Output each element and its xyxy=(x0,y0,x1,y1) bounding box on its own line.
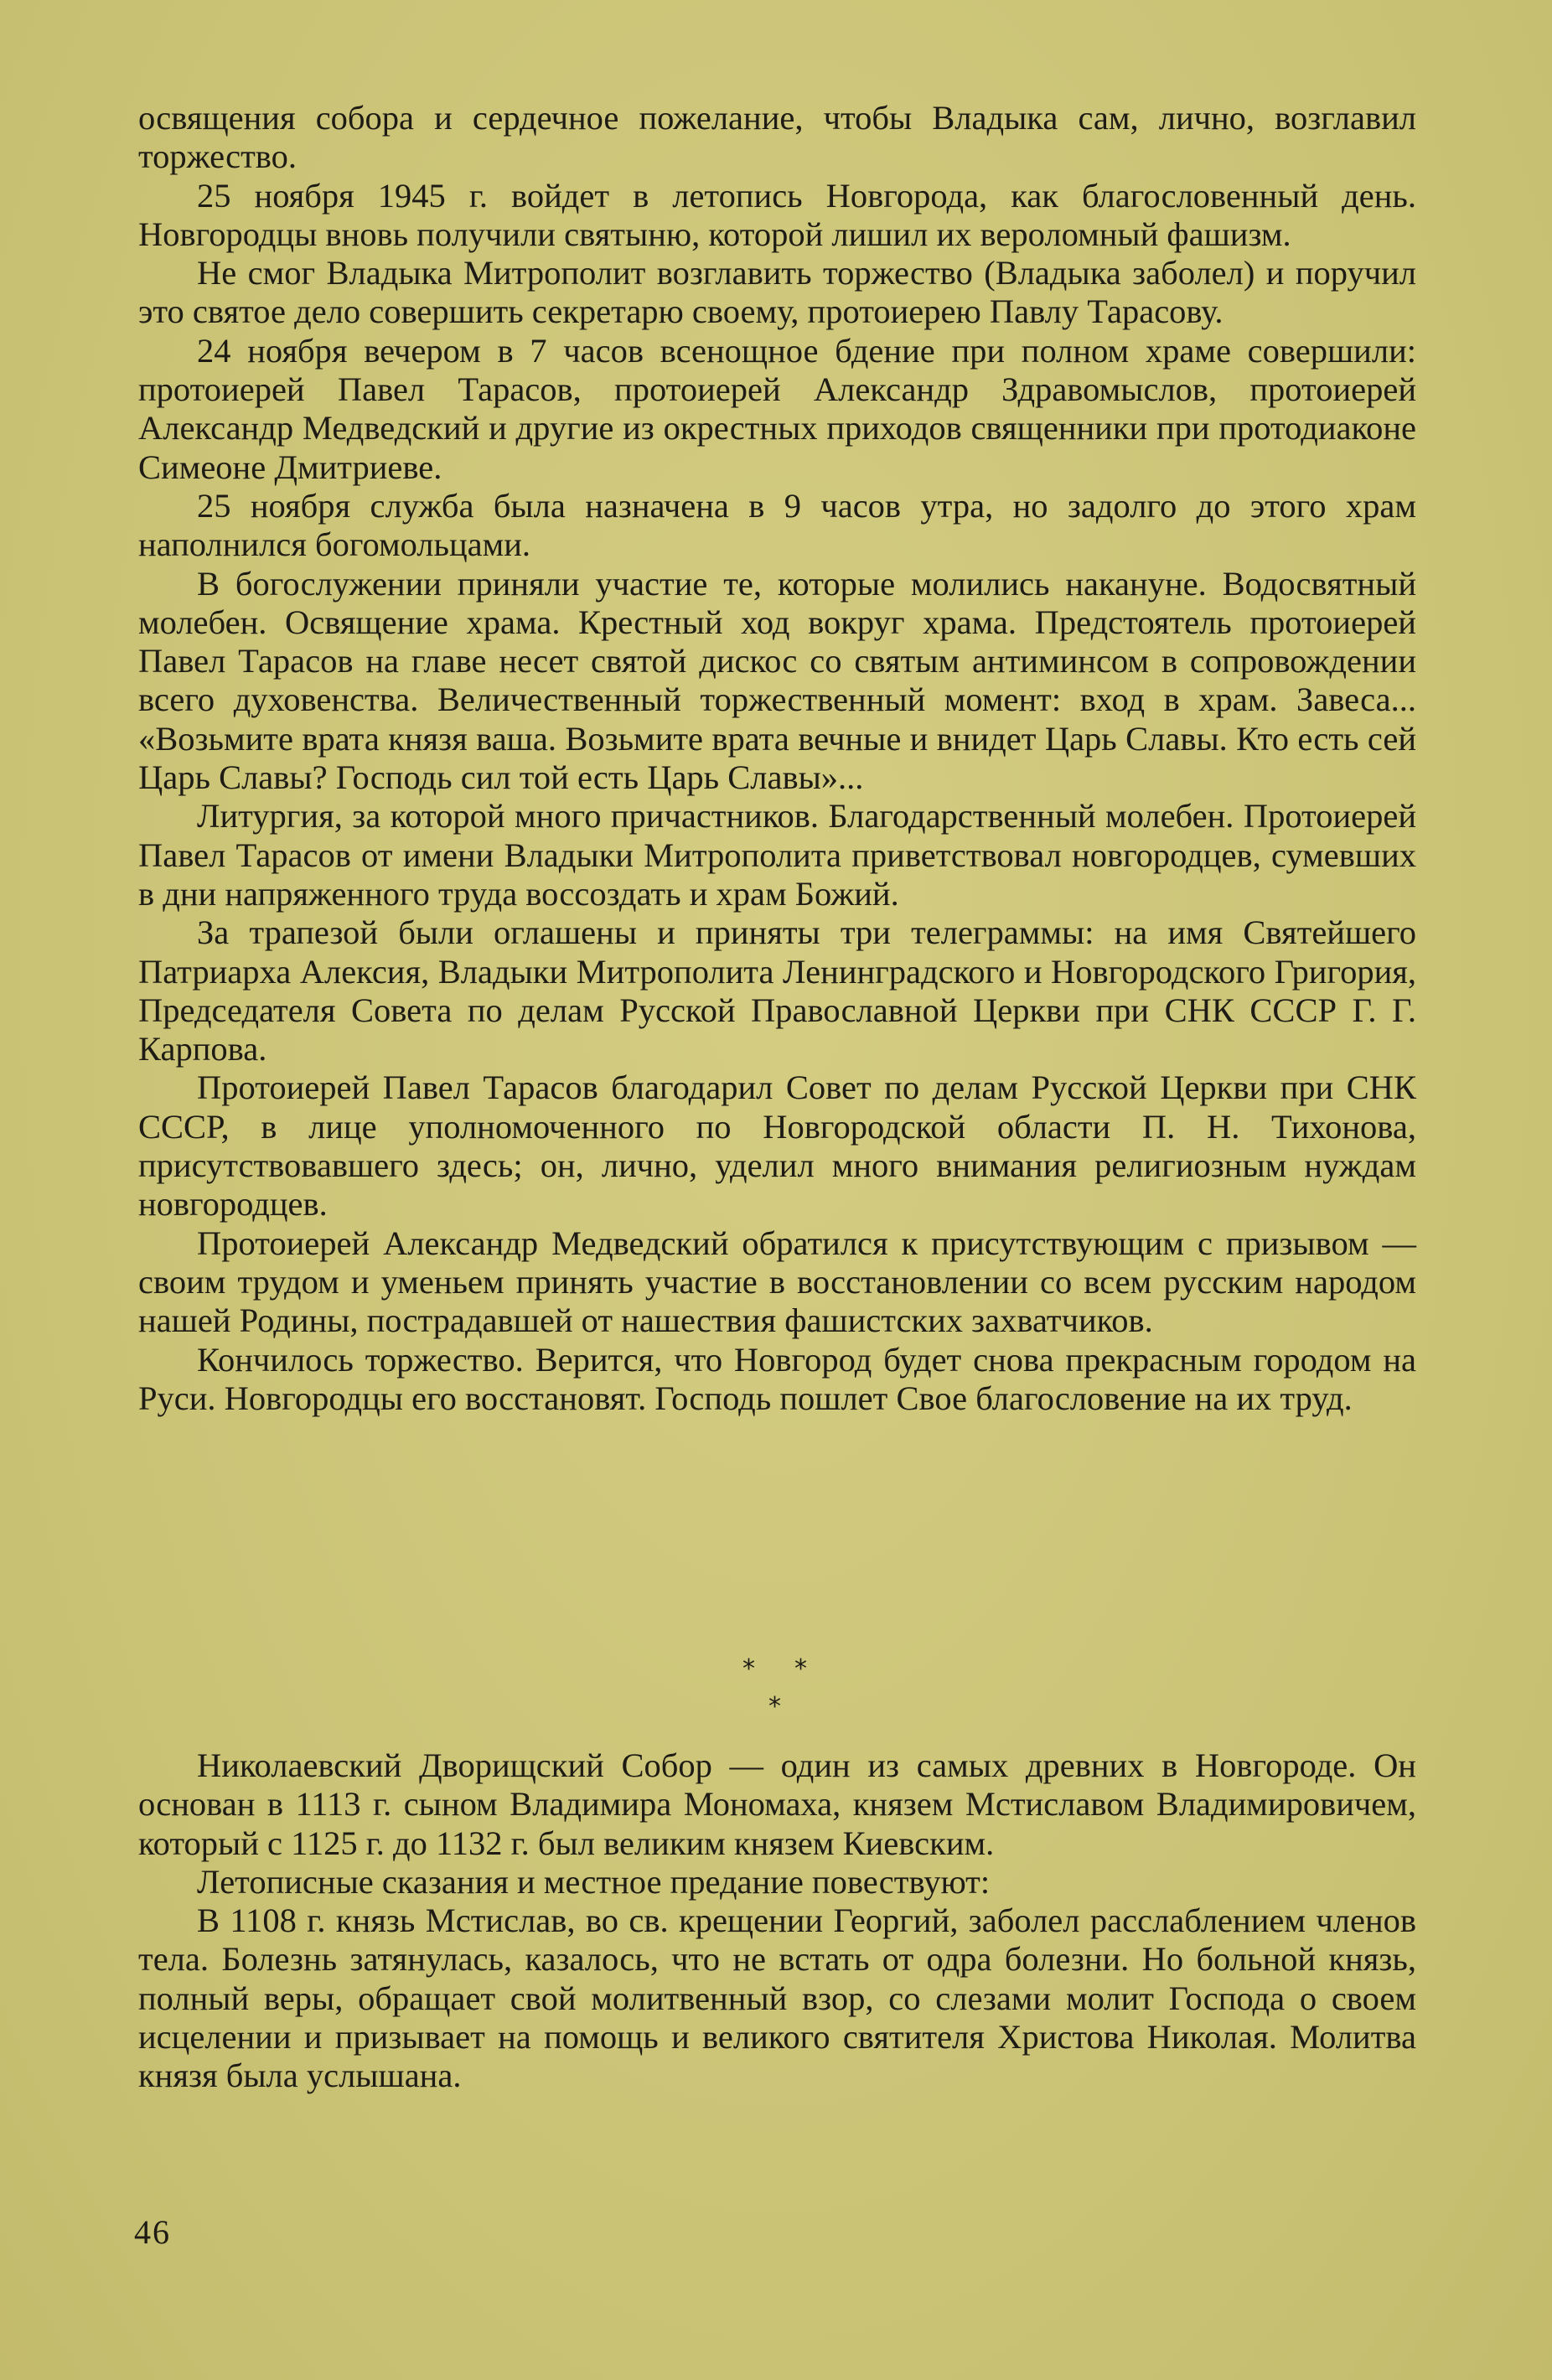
paragraph: Протоиерей Павел Тарасов благодарил Совет по делам Русской Церкви при СНК СССР, в лице уполномоченного по Новгородской области П. Н. Тихонова, присутствовавшего здесь; он, лично, уделил много внимания религиозным нуждам новгородцев. xyxy=(138,1068,1416,1224)
paragraph: За трапезой были оглашены и приняты три телеграммы: на имя Святейшего Патриарха Алексия, Владыки Митрополита Ленинградского и Новгородского Григория, Председателя Совета по делам Русской Православной Церкви при СНК СССР Г. Г. Карпова. xyxy=(138,913,1416,1068)
section-divider-asterisk: * xyxy=(768,1692,781,1721)
paragraph: освящения собора и сердечное пожелание, чтобы Владыка сам, лично, возглавил торжество. xyxy=(138,99,1416,176)
paragraph: В 1108 г. князь Мстислав, во св. крещении Георгий, заболел расслаблением членов тела. Болезнь затянулась, казалось, что не встать от одра болезни. Но больной князь, полный веры, обращает свой молитвенный взор, со слезами молит Господа о своем исцелении и призывает на помощь и великого святителя Христова Николая. Молитва князя была услышана. xyxy=(138,1901,1416,2095)
section-divider-asterisk: * xyxy=(742,1654,755,1684)
paragraph: Николаевский Дворищский Собор — один из самых древних в Новгороде. Он основан в 1113 г. сыном Владимира Мономаха, князем Мстиславом Владимировичем, который с 1125 г. до 1132 г. был великим князем Киевским. xyxy=(138,1746,1416,1862)
article-section-nicholas-cathedral xyxy=(138,1746,1416,2096)
article-section-consecration xyxy=(138,99,1416,1418)
paragraph: 25 ноября служба была назначена в 9 часов утра, но задолго до этого храм наполнился богомольцами. xyxy=(138,486,1416,564)
paragraph: 25 ноября 1945 г. войдет в летопись Новгорода, как благословенный день. Новгородцы вновь получили святыню, которой лишил их вероломный фашизм. xyxy=(138,176,1416,253)
paragraph: Протоиерей Александр Медведский обратился к присутствующим с призывом — своим трудом и уменьем принять участие в восстановлении со всем русским народом нашей Родины, пострадавшей от нашествия фашистских захватчиков. xyxy=(138,1224,1416,1340)
paragraph: Летописные сказания и местное предание повествуют: xyxy=(197,1862,991,1901)
paragraph: Кончилось торжество. Верится, что Новгород будет снова прекрасным городом на Руси. Новгородцы его восстановят. Господь пошлет Свое благословение на их труд. xyxy=(138,1340,1416,1417)
paragraph: Не смог Владыка Митрополит возглавить торжество (Владыка заболел) и поручил это святое дело совершить секретарю своему, протоиерею Павлу Тарасову. xyxy=(138,254,1416,331)
page-number: 46 xyxy=(134,2213,171,2251)
paragraph: 24 ноября вечером в 7 часов всенощное бдение при полном храме совершили: протоиерей Павел Тарасов, протоиерей Александр Здравомыслов, протоиерей Александр Медведский и другие из окрестных приходов священники при протодиаконе Симеоне Дмитриеве. xyxy=(138,331,1416,486)
paragraph: Литургия, за которой много причастников. Благодарственный молебен. Протоиерей Павел Тарасов от имени Владыки Митрополита приветствовал новгородцев, сумевших в дни напряженного труда воссоздать и храм Божий. xyxy=(138,797,1416,913)
paragraph: В богослужении приняли участие те, которые молились накануне. Водосвятный молебен. Освящение храма. Крестный ход вокруг храма. Предстоятель протоиерей Павел Тарасов на главе несет святой дискос со святым антиминсом в сопровождении всего духовенства. Величественный торжественный момент: вход в храм. Завеса... «Возьмите врата князя ваша. Возьмите врата вечные и внидет Царь Славы. Кто есть сей Царь Славы? Господь сил той есть Царь Славы»... xyxy=(138,564,1416,797)
section-divider-asterisk: * xyxy=(794,1654,807,1684)
